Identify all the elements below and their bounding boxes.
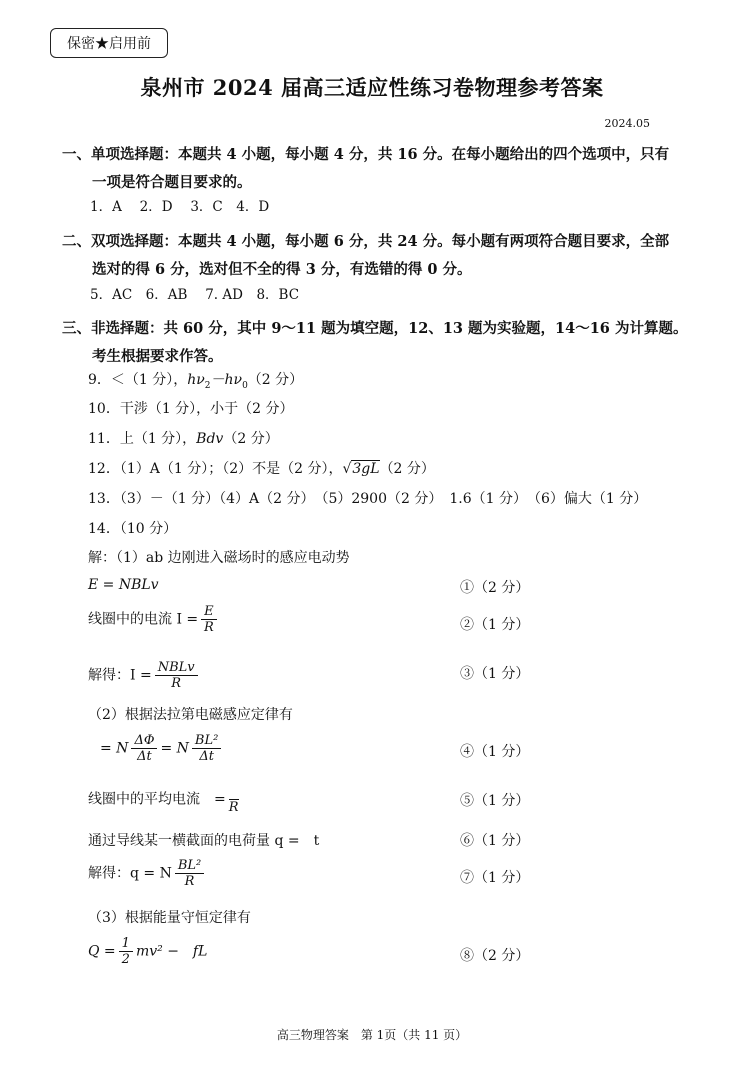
equation-1-score: ①（2 分） bbox=[460, 580, 530, 596]
section1-heading-line2: 一项是符合题目要求的。 bbox=[92, 174, 252, 191]
sqrt-symbol: √ bbox=[342, 461, 352, 477]
part2-heading: （2）根据法拉第电磁感应定律有 bbox=[88, 707, 293, 723]
equation-3-score: ③（1 分） bbox=[460, 666, 530, 682]
q14-intro: 解：（1）ab 边刚进入磁场时的感应电动势 bbox=[88, 550, 350, 566]
equation-4-score: ④（1 分） bbox=[460, 744, 530, 760]
equation-7: 解得：q = N $\frac{\text{BL²}}{R}$ bbox=[88, 858, 207, 889]
equation-5-score: ⑤（1 分） bbox=[460, 793, 530, 809]
section2-answers: 5．AC 6．AB 7. AD 8．BC bbox=[90, 287, 300, 303]
answer-q13: 13．（3）－（1 分）（4）A（2 分） （5）2900（2 分） 1.6（1 分） （6）偏大（1 分） bbox=[88, 491, 648, 507]
equation-7-score: ⑦（1 分） bbox=[460, 870, 530, 886]
answer-q12: 12．（1）A（1 分）；（2）不是（2 分），√3gL（2 分） bbox=[88, 461, 435, 477]
answer-q9: 9．＜（1 分），$h\nu_2-h\nu_0(2$ 分） bbox=[88, 372, 304, 391]
section2-heading-line2: 选对的得 6 分，选对但不全的得 3 分，有选错的得 0 分。 bbox=[92, 261, 472, 278]
section1-heading-line1: 一、单项选择题：本题共 4 小题，每小题 4 分，共 16 分。在每小题给出的四个选项中，只有 bbox=[62, 146, 670, 163]
equation-5: 线圈中的平均电流 = R bbox=[88, 784, 242, 815]
date: 2024.05 bbox=[604, 117, 650, 130]
equation-6-score: ⑥（1 分） bbox=[460, 833, 530, 849]
equation-8-score: ⑧（2 分） bbox=[460, 948, 530, 964]
confidential-badge: 保密★启用前 bbox=[50, 28, 168, 58]
equation-4: = N $\frac{\Delta\Phi}{\Delta t}$ = N $\frac{\text{BL²}}{\Delta t}$ bbox=[100, 733, 224, 764]
section3-heading-line2: 考生根据要求作答。 bbox=[92, 348, 223, 365]
q14-header: 14．（10 分） bbox=[88, 521, 178, 537]
answer-q10: 10．干涉（1 分），小于（2 分） bbox=[88, 401, 294, 417]
section1-answers: 1．A 2．D 3．C 4．D bbox=[90, 199, 270, 215]
equation-1: E = NBLv bbox=[88, 577, 159, 593]
equation-2-score: ②（1 分） bbox=[460, 617, 530, 633]
part3-heading: （3）根据能量守恒定律有 bbox=[88, 910, 251, 926]
equation-6: 通过导线某一横截面的电荷量 q = t bbox=[88, 833, 320, 849]
equation-3: 解得：I = $\frac{\text{NBLv}}{R}$ bbox=[88, 660, 201, 691]
page-footer: 高三物理答案 第 1页（共 11 页） bbox=[276, 1028, 468, 1042]
equation-2: 线圈中的电流 I = $\frac{E}{R}$ bbox=[88, 604, 220, 635]
equation-8: Q = $\frac{1}{2}$ mv² − fL bbox=[88, 936, 208, 967]
section3-heading-line1: 三、非选择题：共 60 分，其中 9～11 题为填空题，12、13 题为实验题，14～16 为计算题。 bbox=[62, 320, 688, 337]
page-title: 泉州市 2024 届高三适应性练习卷物理参考答案 bbox=[140, 75, 604, 100]
section2-heading-line1: 二、双项选择题：本题共 4 小题，每小题 6 分，共 24 分。每小题有两项符合题目要求，全部 bbox=[62, 233, 670, 250]
answer-q11: 11．上（1 分），Bdv（2 分） bbox=[88, 431, 279, 447]
